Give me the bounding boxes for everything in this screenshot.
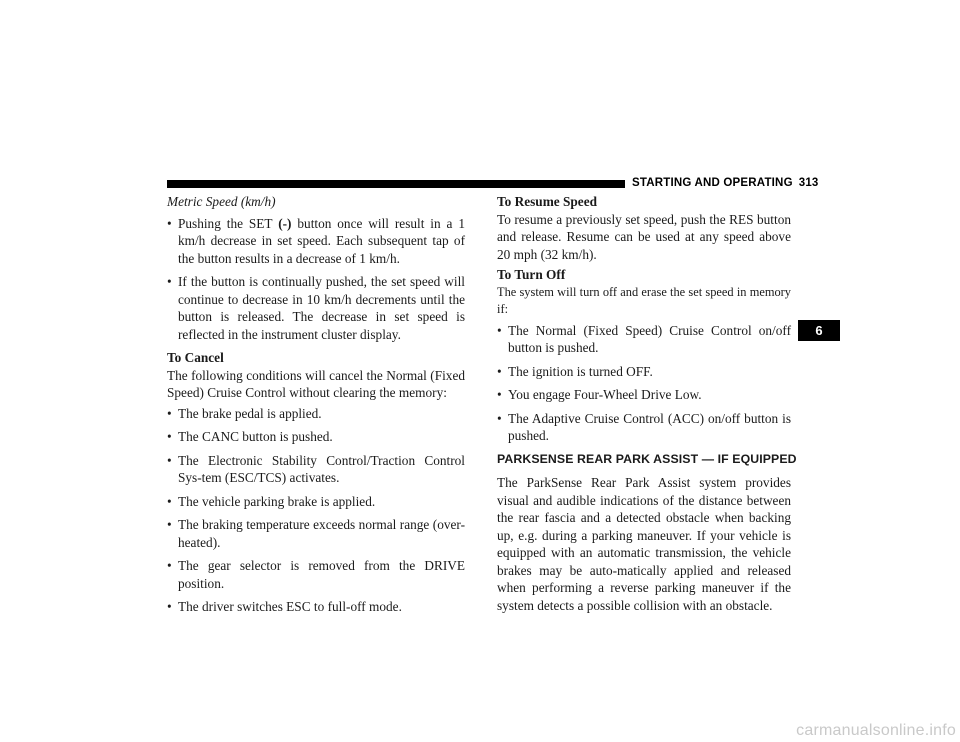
turn-off-intro: The system will turn off and erase the set speed in memory if: xyxy=(497,284,791,316)
metric-speed-list xyxy=(167,215,465,344)
chapter-title: STARTING AND OPERATING xyxy=(632,177,793,189)
metric-speed-heading: Metric Speed (km/h) xyxy=(167,194,276,209)
list-item: • The Electronic Stability Control/Traction Control Sys-tem (ESC/TCS) activates. xyxy=(167,452,465,487)
running-header xyxy=(632,177,832,189)
list-item: • The vehicle parking brake is applied. xyxy=(167,493,465,511)
list-item: • You engage Four-Wheel Drive Low. xyxy=(497,386,791,404)
cancel-conditions-list xyxy=(167,405,465,616)
list-item: • If the button is continually pushed, the set speed will continue to decrease in 10 km/h decrements until the button is released. The decrease in set speed is reflected in the instrument cluster display. xyxy=(167,273,465,343)
list-item: • The driver switches ESC to full-off mode. xyxy=(167,598,465,616)
watermark: carmanualsonline.info xyxy=(796,722,956,739)
minus-label: (-) xyxy=(278,215,292,231)
to-cancel-heading: To Cancel xyxy=(167,350,224,365)
to-resume-speed-heading: To Resume Speed xyxy=(497,194,597,209)
parksense-heading: PARKSENSE REAR PARK ASSIST — IF EQUIPPED xyxy=(497,451,797,466)
list-item: • The Normal (Fixed Speed) Cruise Control on/off button is pushed. xyxy=(497,322,791,357)
turn-off-conditions-list xyxy=(497,322,791,445)
list-item: • The gear selector is removed from the DRIVE position. xyxy=(167,557,465,592)
resume-text: To resume a previously set speed, push the RES button and release. Resume can be used at any speed above 20 mph (32 km/h). xyxy=(497,211,791,262)
cancel-intro: The following conditions will cancel the Normal (Fixed Speed) Cruise Control without clearing the memory: xyxy=(167,367,465,400)
parksense-text: The ParkSense Rear Park Assist system provides visual and audible indications of the distance between the rear fascia and a detected obstacle when backing up, e.g. during a parking maneuver. If your vehicle is equipped with an automatic transmission, the vehicle brakes may be auto-matically applied and released when performing a reverse parking maneuver if the system detects a possible collision with an obstacle. xyxy=(497,475,791,613)
list-item xyxy=(167,215,465,268)
list-item: • The braking temperature exceeds normal range (over-heated). xyxy=(167,516,465,551)
left-column xyxy=(167,193,465,622)
list-item: • The brake pedal is applied. xyxy=(167,405,465,423)
to-turn-off-heading: To Turn Off xyxy=(497,267,566,282)
list-item: • The ignition is turned OFF. xyxy=(497,363,791,381)
chapter-tab: 6 xyxy=(798,320,840,341)
page-number: 313 xyxy=(798,177,819,189)
list-item-text-post: button once will result in a 1 km/h decrease in set speed. Each subsequent tap of the button results in a decrease of 1 km/h. xyxy=(178,215,465,266)
header-rule xyxy=(167,180,625,188)
list-item: • The Adaptive Cruise Control (ACC) on/off button is pushed. xyxy=(497,410,791,445)
list-item: • The CANC button is pushed. xyxy=(167,428,465,446)
right-column xyxy=(497,193,797,617)
list-item-text-pre: Pushing the SET xyxy=(178,215,279,231)
